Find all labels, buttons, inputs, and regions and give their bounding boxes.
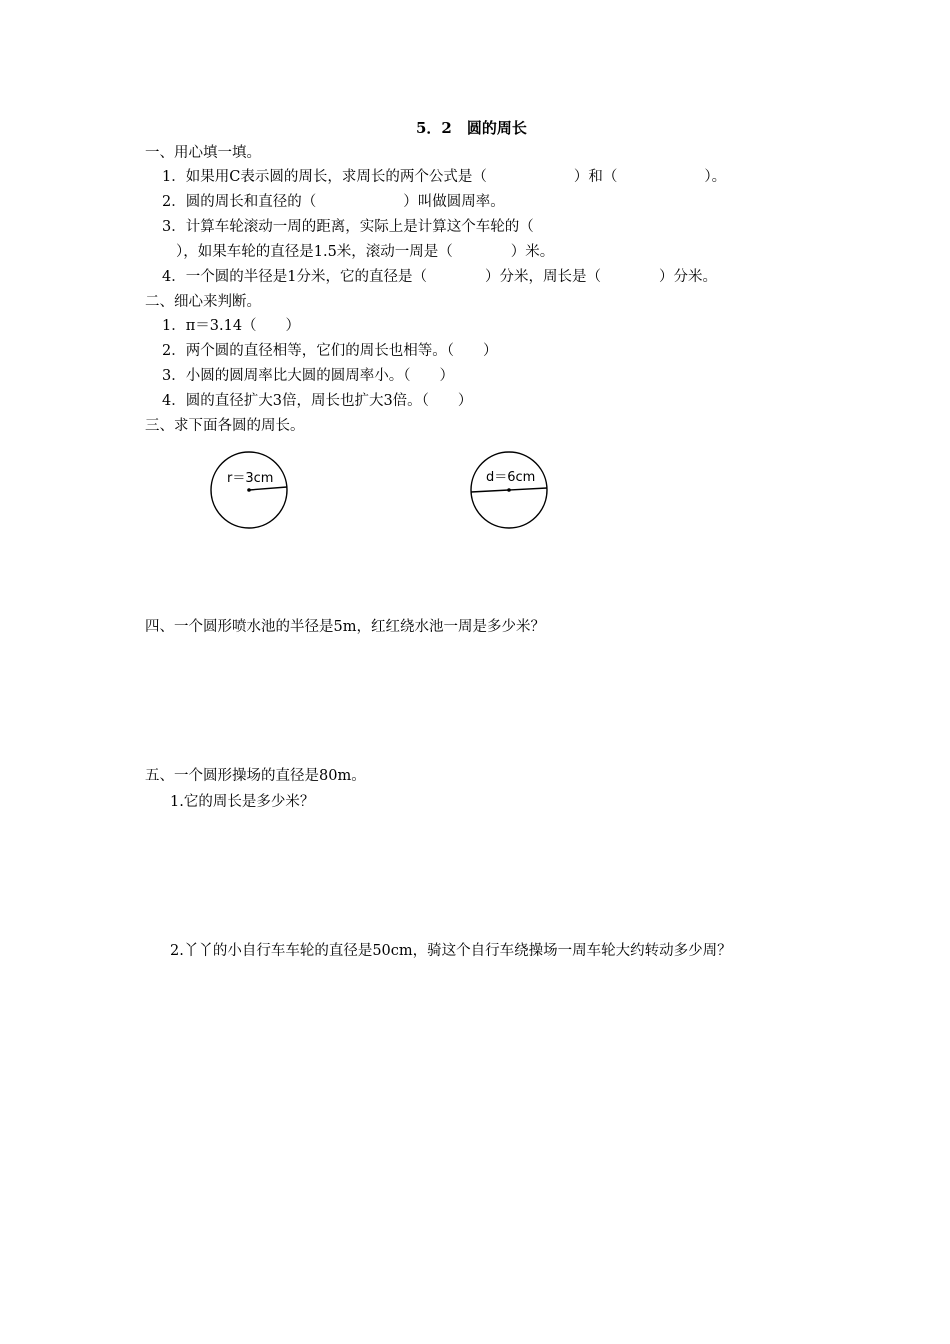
section-2-heading: 二、细心来判断。: [145, 294, 261, 310]
radius-line: [249, 487, 287, 490]
section-4-question: 四、一个圆形喷水池的半径是5m，红红绕水池一周是多少米？: [145, 619, 545, 635]
judge-question-4: 4．圆的直径扩大3倍，周长也扩大3倍。（ ）: [162, 393, 473, 409]
fill-question-3-part-2: ），如果车轮的直径是1.5米，滚动一周是（ ）米。: [176, 244, 555, 260]
section-3-heading: 三、求下面各圆的周长。: [145, 418, 305, 434]
fill-question-4: 4．一个圆的半径是1分米，它的直径是（ ）分米，周长是（ ）分米。: [162, 269, 717, 285]
playground-question-2: 2.丫丫的小自行车车轮的直径是50cm，骑这个自行车绕操场一周车轮大约转动多少周？: [170, 943, 732, 959]
playground-question-1: 1.它的周长是多少米？: [170, 794, 315, 810]
fill-question-1: 1．如果用C表示圆的周长，求周长的两个公式是（ ）和（ ）。: [162, 169, 727, 185]
circle-diameter-figure: [466, 446, 554, 534]
judge-question-3: 3．小圆的圆周率比大圆的圆周率小。（ ）: [162, 368, 454, 384]
fill-question-2: 2．圆的周长和直径的（ ）叫做圆周率。: [162, 194, 505, 210]
radius-label: r＝3cm: [227, 471, 274, 486]
section-5-heading: 五、一个圆形操场的直径是80m。: [145, 768, 366, 784]
section-1-heading: 一、用心填一填。: [145, 145, 261, 161]
page-title: 5．2 圆的周长: [416, 119, 527, 137]
judge-question-2: 2．两个圆的直径相等，它们的周长也相等。（ ）: [162, 343, 498, 359]
center-point: [507, 488, 511, 492]
circle-radius-figure: [205, 446, 293, 534]
diameter-label: d＝6cm: [486, 470, 536, 485]
fill-question-3-part-1: 3．计算车轮滚动一周的距离，实际上是计算这个车轮的（: [162, 219, 534, 235]
judge-question-1: 1．π＝3.14（ ）: [162, 318, 301, 334]
center-point: [247, 488, 251, 492]
